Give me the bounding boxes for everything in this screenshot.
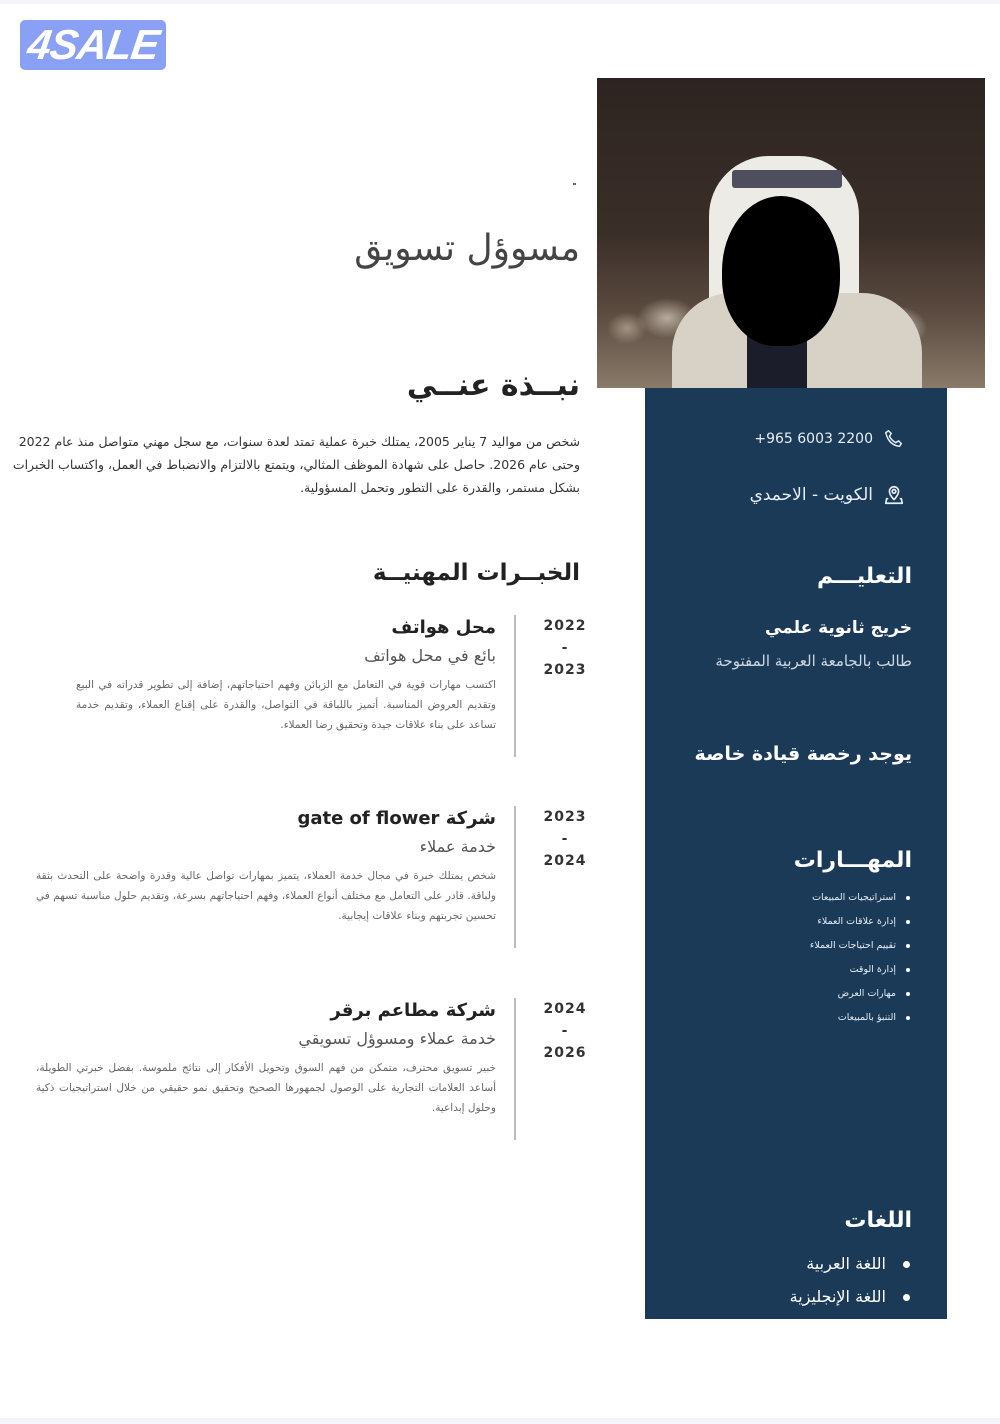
education-primary: خريج ثانوية علمي xyxy=(765,618,912,638)
phone-icon xyxy=(883,428,905,450)
experience-years xyxy=(530,998,600,1064)
start-year: 2023 xyxy=(543,809,587,825)
start-year: 2022 xyxy=(543,618,587,634)
languages-list xyxy=(790,1250,912,1316)
profile-photo xyxy=(597,78,985,388)
company-name: محل هواتف xyxy=(391,617,496,638)
skills-list xyxy=(810,888,910,1032)
end-year: 2026 xyxy=(543,1045,587,1061)
start-year: 2024 xyxy=(543,1001,587,1017)
skill-item: تقييم احتياجات العملاء xyxy=(810,936,910,960)
skill-item: إدارة الوقت xyxy=(810,960,910,984)
experience-years xyxy=(530,806,600,872)
education-heading: التعليـــم xyxy=(817,564,912,589)
brand-logo[interactable] xyxy=(20,20,166,70)
location-pin-icon xyxy=(883,484,905,506)
skill-item: استراتيجيات المبيعات xyxy=(810,888,910,912)
bottom-edge xyxy=(0,1418,1000,1424)
timeline-divider xyxy=(514,806,516,948)
company-name: شركة gate of flower xyxy=(297,808,496,829)
phone-number: +965 6003 2200 xyxy=(754,431,873,447)
year-separator: - xyxy=(561,831,569,847)
experience-heading: الخبــرات المهنيــة xyxy=(372,560,580,586)
top-edge xyxy=(0,0,1000,4)
experience-years xyxy=(530,615,600,681)
language-item: اللغة الإنجليزية xyxy=(790,1283,912,1316)
contact-location xyxy=(750,484,905,506)
year-separator: - xyxy=(561,1023,569,1039)
job-description: اكتسب مهارات قوية في التعامل مع الزبائن وفهم احتياجاتهم، إضافة إلى تطوير قدراته في البيع وتقديم العروض المناسبة. أتميز باللباقة في التواصل، والقدرة على إقناع العملاء، وتقديم خدمة تساعد على بناء علاقات جيدة وتحقيق رضا العملاء. xyxy=(76,679,496,731)
job-role: بائع في محل هواتف xyxy=(364,646,496,665)
job-description: خبير تسويق محترف، متمكن من فهم السوق وتحويل الأفكار إلى نتائج ملموسة. بفضل خبرتي الطويلة، أساعد العلامات التجارية على الوصول لجمهورها الصحيح وتحقيق نمو حقيقي من خلال استراتيجيات ذكية وحلول إبداعية. xyxy=(36,1062,496,1114)
photo-agal xyxy=(732,170,842,188)
end-year: 2024 xyxy=(543,853,587,869)
skill-item: التنبؤ بالمبيعات xyxy=(810,1008,910,1032)
location-text: الكويت - الاحمدي xyxy=(749,485,873,505)
skill-item: مهارات العرض xyxy=(810,984,910,1008)
contact-phone[interactable] xyxy=(754,428,905,450)
education-secondary: طالب بالجامعة العربية المفتوحة xyxy=(715,652,912,670)
job-title: مسوؤل تسويق xyxy=(354,228,580,269)
job-role: خدمة عملاء ومسوؤل تسويقي xyxy=(298,1029,496,1048)
skill-item: إدارة علاقات العملاء xyxy=(810,912,910,936)
about-text: شخص من مواليد 7 يناير 2005، يمتلك خبرة عملية تمتد لعدة سنوات، مع سجل مهني متواصل منذ عام 2022 وحتى عام 2026. حاصل على شهادة الموظف المثالي، ويتمتع بالالتزام والانضباط في العمل، واكتساب الخبرات بشكل مستمر، والقدرة على التطور وتحمل المسؤولية. xyxy=(12,434,580,495)
about-heading: نبــذة عنــي xyxy=(406,368,580,403)
job-role: خدمة عملاء xyxy=(419,837,496,856)
experience-item xyxy=(36,806,600,956)
languages-heading: اللغات xyxy=(844,1208,912,1233)
timeline-divider xyxy=(514,615,516,757)
language-item: اللغة العربية xyxy=(790,1250,912,1283)
year-separator: - xyxy=(561,640,569,656)
company-name: شركة مطاعم برقر xyxy=(330,1000,496,1021)
job-description: شخص يمتلك خبرة في مجال خدمة العملاء، يتميز بمهارات تواصل عالية وقدرة واضحة على التحدث بثقة ولباقة. قادر على التعامل مع مختلف أنواع العملاء، وفهم احتياجاتهم بسرعة، وتقديم حلول مناسبة تسهم في تحسين تجربتهم وبناء علاقات إيجابية. xyxy=(36,870,496,922)
timeline-divider xyxy=(514,998,516,1140)
decorative-dot xyxy=(573,183,576,185)
end-year: 2023 xyxy=(543,662,587,678)
experience-item xyxy=(40,615,600,765)
photo-face-redaction xyxy=(722,196,840,346)
skills-heading: المهـــارات xyxy=(793,848,912,873)
experience-item xyxy=(36,998,600,1148)
logo-text: 4SALE xyxy=(24,21,162,68)
driving-license: يوجد رخصة قيادة خاصة xyxy=(694,743,912,765)
